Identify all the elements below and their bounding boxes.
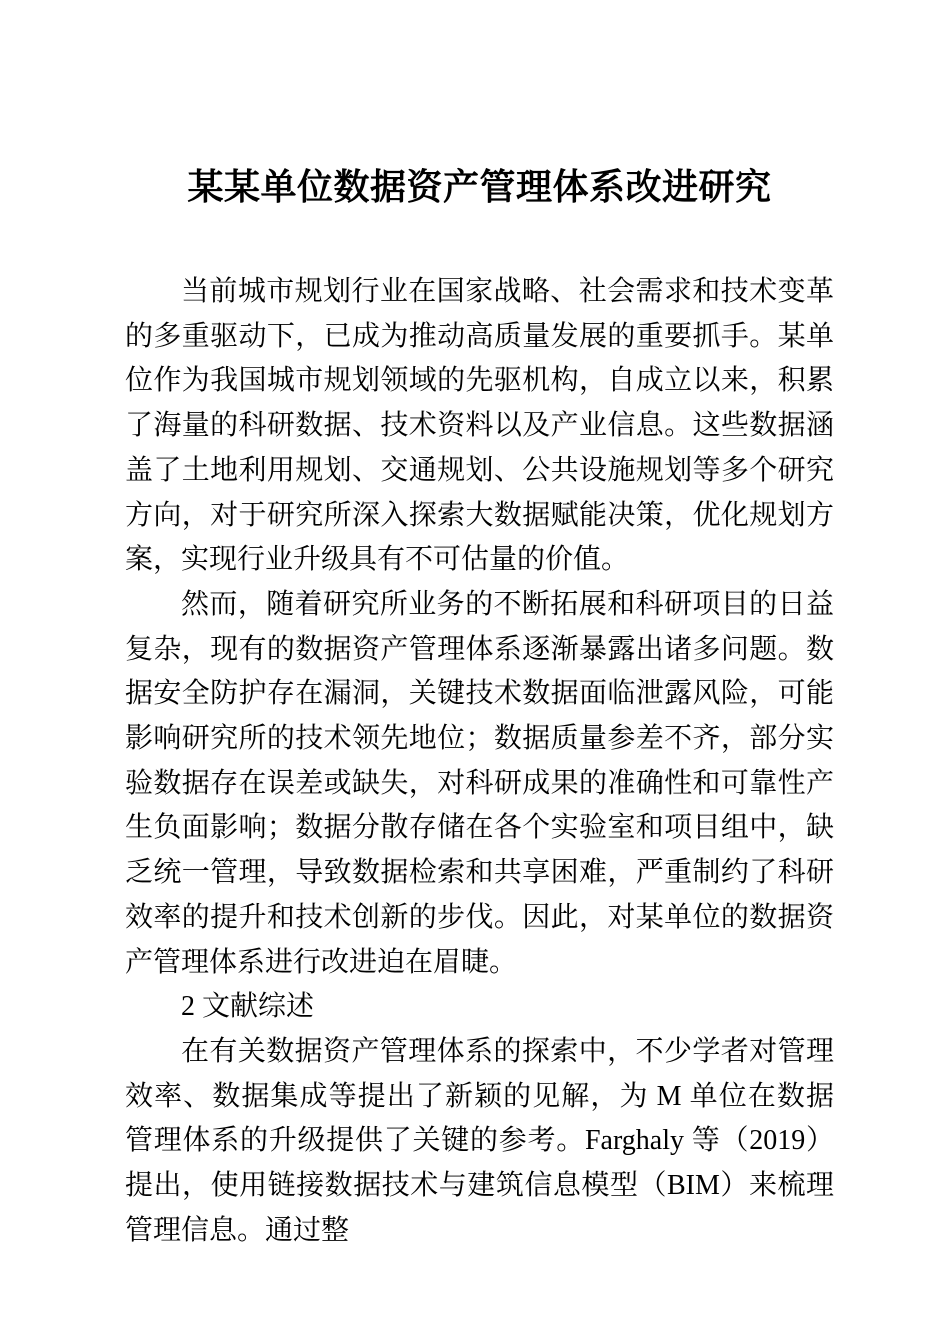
section-heading-literature-review: 2 文献综述 bbox=[181, 991, 315, 1023]
document-body bbox=[125, 270, 834, 1253]
paragraph-literature-review: 在有关数据资产管理体系的探索中，不少学者对管理效率、数据集成等提出了新颖的见解，为 M 单位在数据管理体系的升级提供了关键的参考。Farghaly 等（2019）提出，使用链接数据技术与建筑信息模型（BIM）来梳理管理信息。通过整 bbox=[125, 1035, 834, 1246]
paragraph-intro: 当前城市规划行业在国家战略、社会需求和技术变革的多重驱动下，已成为推动高质量发展的重要抓手。某单位作为我国城市规划领域的先驱机构，自成立以来，积累了海量的科研数据、技术资料以及产业信息。这些数据涵盖了土地利用规划、交通规划、公共设施规划等多个研究方向，对于研究所深入探索大数据赋能决策，优化规划方案，实现行业升级具有不可估量的价值。 bbox=[125, 276, 834, 576]
page-title: 某某单位数据资产管理体系改进研究 bbox=[187, 166, 772, 207]
paragraph-problems: 然而，随着研究所业务的不断拓展和科研项目的日益复杂，现有的数据资产管理体系逐渐暴露出诸多问题。数据安全防护存在漏洞，关键技术数据面临泄露风险，可能影响研究所的技术领先地位；数据质量参差不齐，部分实验数据存在误差或缺失，对科研成果的准确性和可靠性产生负面影响；数据分散存储在各个实验室和项目组中，缺乏统一管理，导致数据检索和共享困难，严重制约了科研效率的提升和技术创新的步伐。因此，对某单位的数据资产管理体系进行改进迫在眉睫。 bbox=[125, 588, 834, 978]
